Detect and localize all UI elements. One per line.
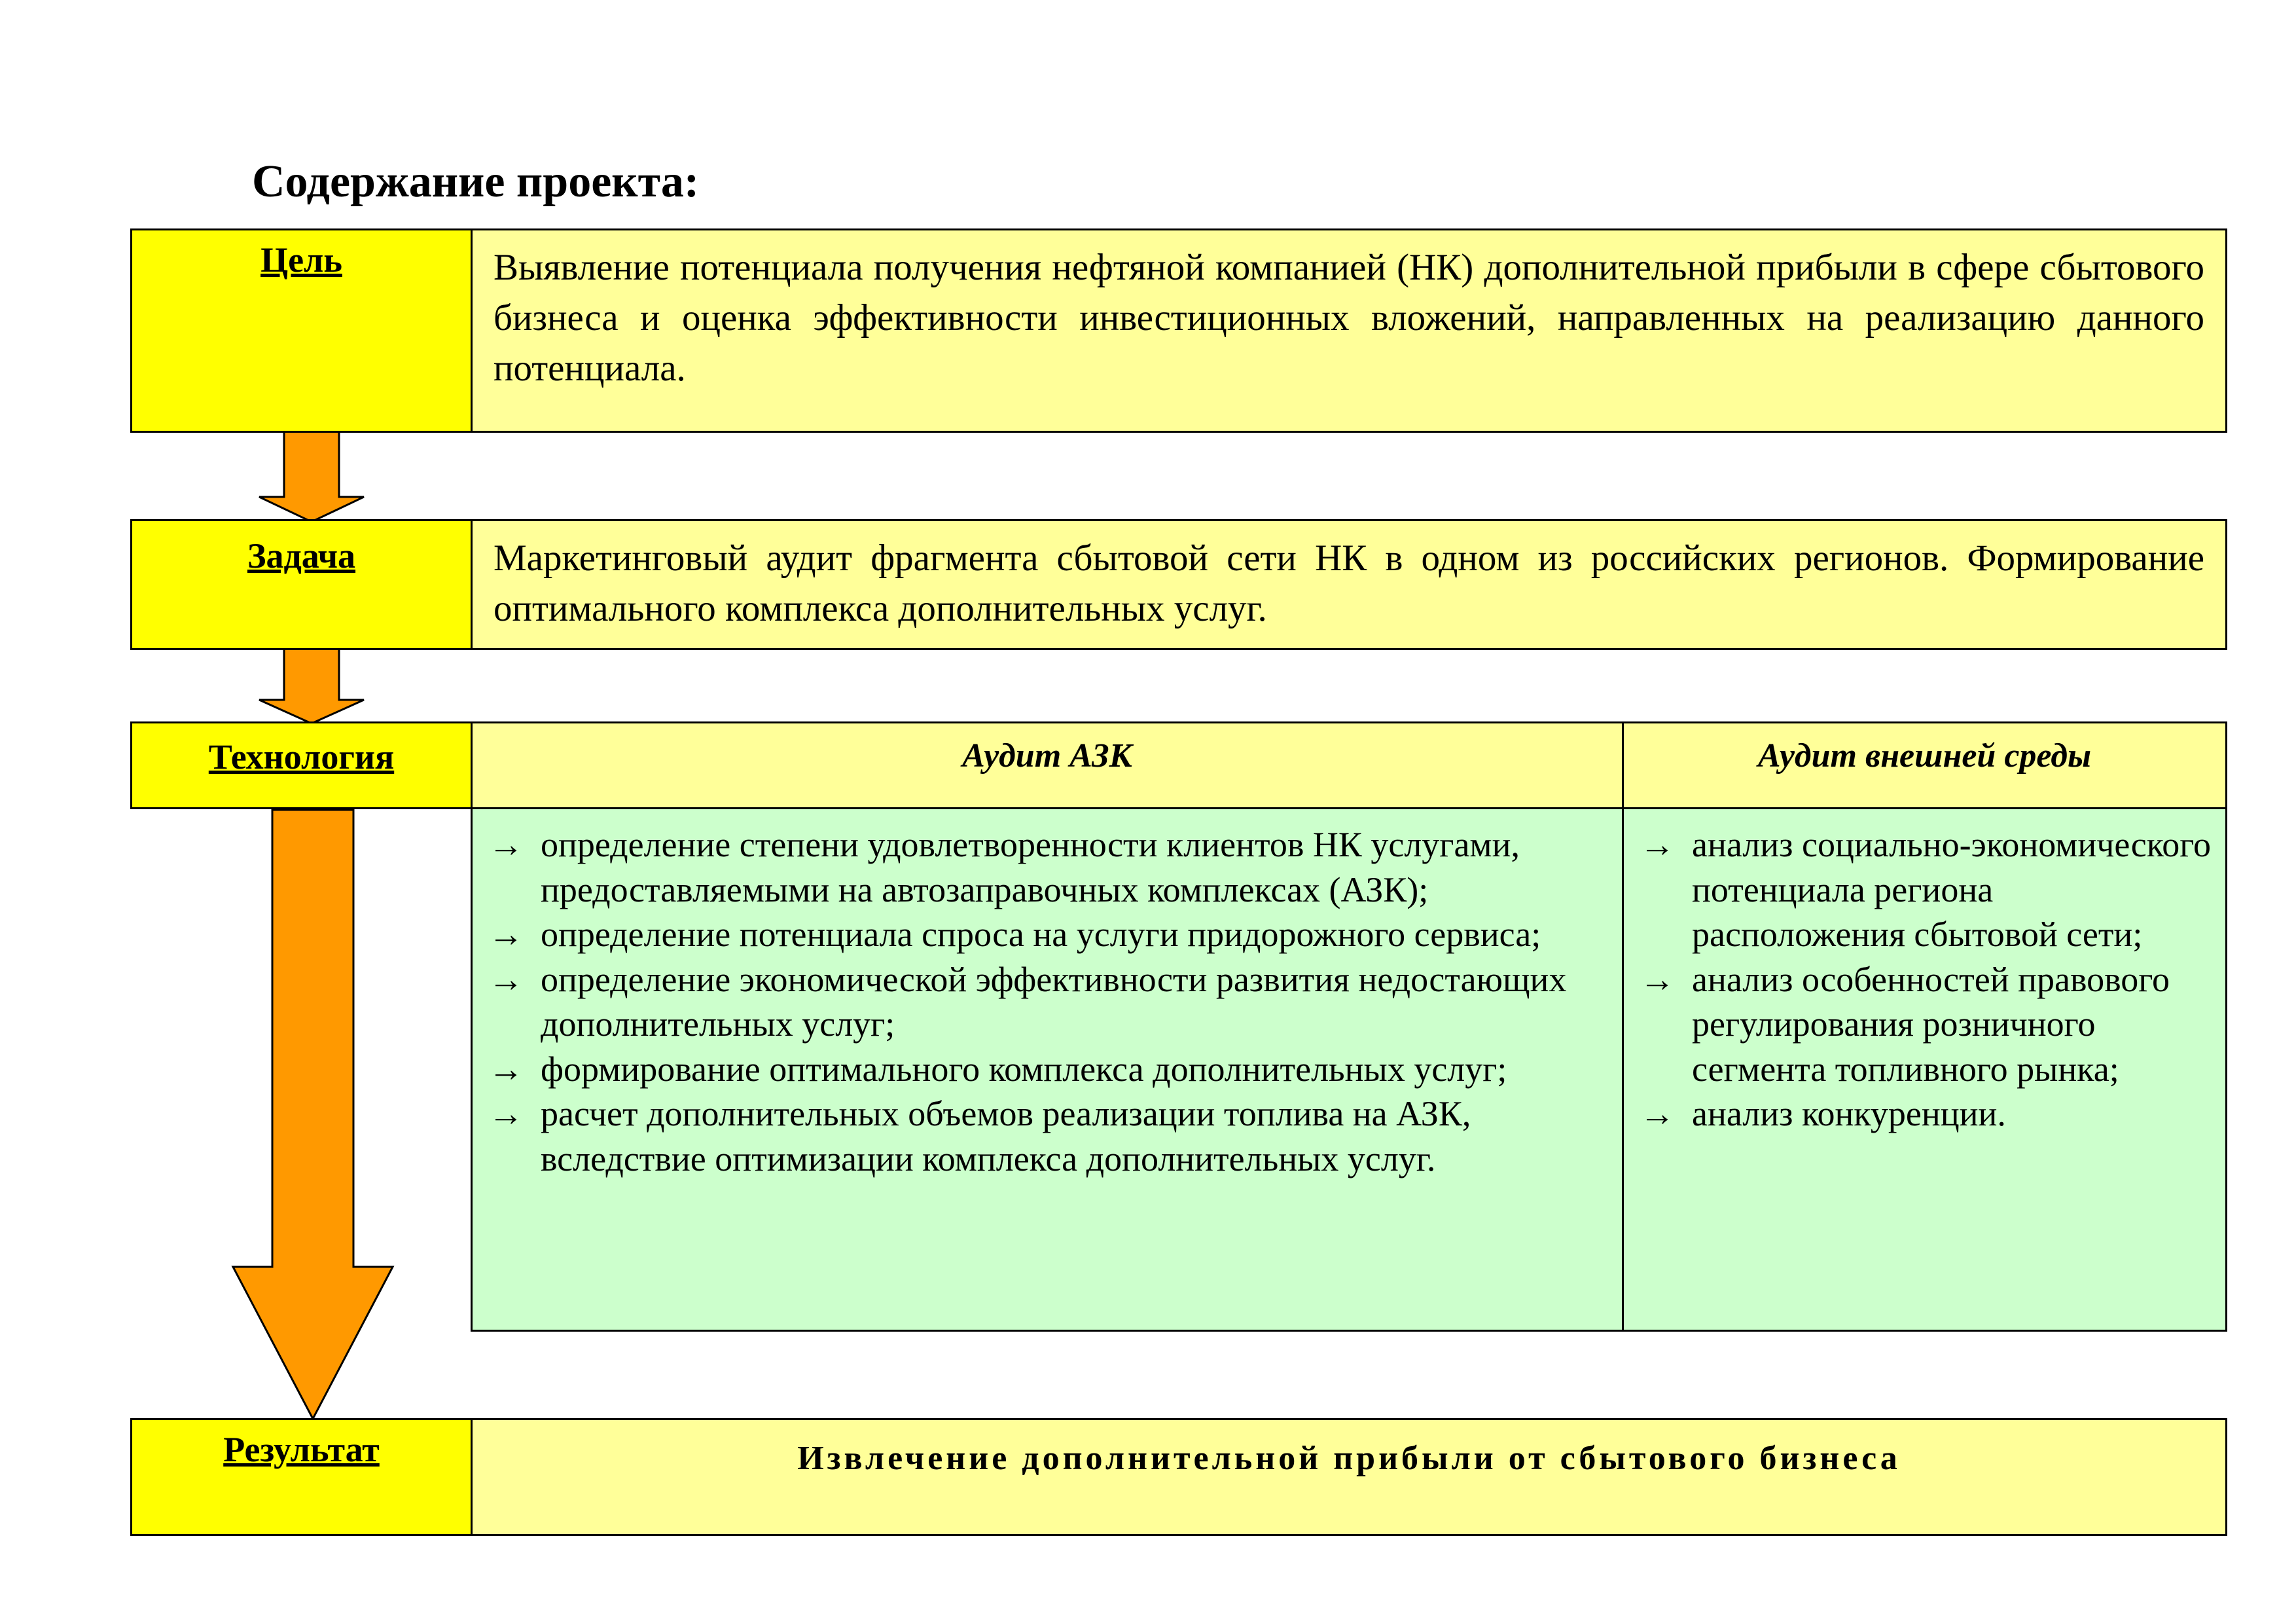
- task-label: Задача: [130, 519, 473, 650]
- arrow-goal-to-task: [259, 430, 364, 522]
- arrow-technology-to-result: [233, 810, 393, 1419]
- list-item: → формирование оптимального комплекса дополнительных услуг;: [488, 1047, 1609, 1092]
- task-text: Маркетинговый аудит фрагмента сбытовой сети НК в одном из российских регионов. Формирование оптимального комплекса дополнительных услуг.: [471, 519, 2227, 650]
- audit-gas-station-list: [471, 807, 1624, 1332]
- arrow-bullet-icon: →: [488, 1094, 524, 1133]
- arrow-bullet-icon: →: [1640, 825, 1675, 864]
- goal-label: Цель: [130, 228, 473, 433]
- list-item: → анализ особенностей правового регулирования розничного сегмента топливного рынка;: [1640, 957, 2212, 1092]
- arrow-bullet-icon: →: [1640, 959, 1675, 999]
- arrow-bullet-icon: →: [488, 825, 524, 864]
- result-label: Результат: [130, 1418, 473, 1536]
- arrow-bullet-icon: →: [1640, 1094, 1675, 1133]
- arrow-task-to-technology: [259, 647, 364, 723]
- page-title: Содержание проекта:: [252, 156, 700, 207]
- list-item: → определение экономической эффективности развития недостающих дополнительных услуг;: [488, 957, 1609, 1047]
- list-item: → определение степени удовлетворенности клиентов НК услугами, предоставляемыми на автозаправочных комплексах (АЗК);: [488, 822, 1609, 912]
- audit-gas-station-header: Аудит АЗК: [471, 721, 1624, 809]
- audit-external-env-list: [1622, 807, 2227, 1332]
- list-item: → расчет дополнительных объемов реализации топлива на АЗК, вследствие оптимизации комплекса дополнительных услуг.: [488, 1091, 1609, 1181]
- arrow-bullet-icon: →: [488, 915, 524, 954]
- technology-label: Технология: [130, 721, 473, 809]
- audit-external-env-header: Аудит внешней среды: [1622, 721, 2227, 809]
- result-text: Извлечение дополнительной прибыли от сбытового бизнеса: [471, 1418, 2227, 1536]
- arrow-bullet-icon: →: [488, 1049, 524, 1089]
- list-item: → определение потенциала спроса на услуги придорожного сервиса;: [488, 912, 1609, 957]
- list-item: → анализ конкуренции.: [1640, 1091, 2212, 1137]
- arrow-bullet-icon: →: [488, 959, 524, 999]
- goal-text: Выявление потенциала получения нефтяной компанией (НК) дополнительной прибыли в сфере сбытового бизнеса и оценка эффективности инвестиционных вложений, направленных на реализацию данного потенциала.: [471, 228, 2227, 433]
- list-item: → анализ социально-экономического потенциала региона расположения сбытовой сети;: [1640, 822, 2212, 957]
